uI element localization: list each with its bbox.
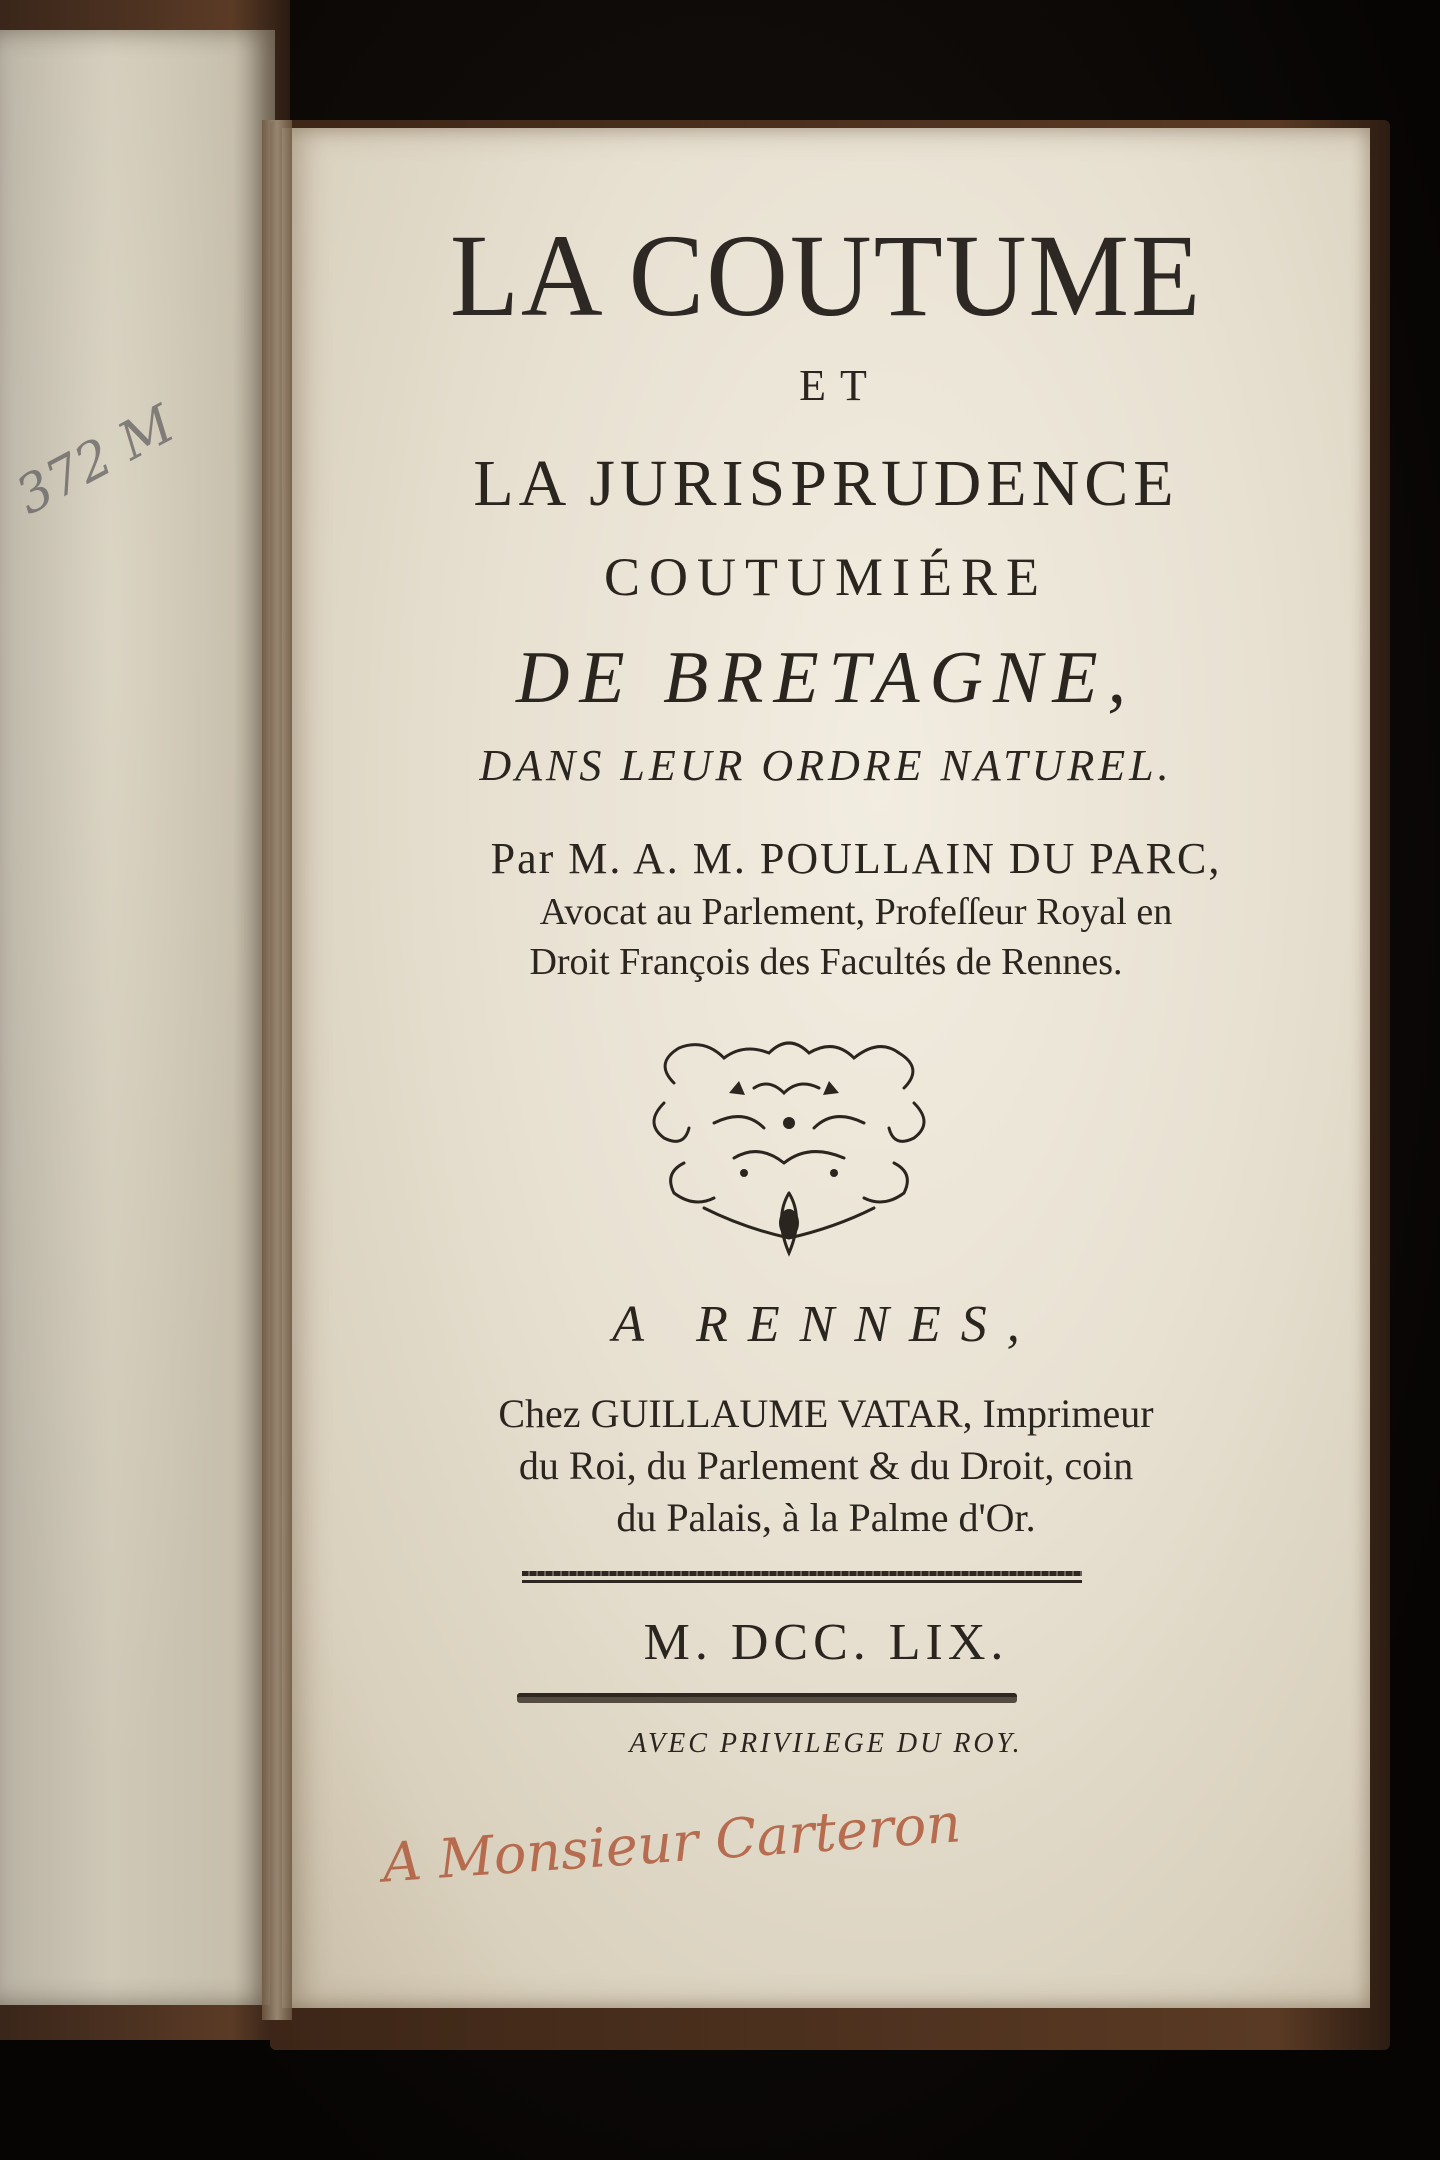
author-role-1: Avocat au Parlement, Profeſſeur Royal en	[539, 891, 1173, 933]
subtitle-jurisprudence: LA JURISPRUDENCE	[473, 447, 1179, 520]
imprint-place: A RENNES,	[612, 1296, 1040, 1353]
printer-line-3: du Palais, à la Palme d'Or.	[616, 1495, 1036, 1540]
printer-line-2: du Roi, du Parlement & du Droit, coin	[518, 1443, 1134, 1488]
subtitle-ordre: DANS LEUR ORDRE NATUREL.	[479, 741, 1173, 790]
subtitle-bretagne: DE BRETAGNE,	[515, 637, 1137, 719]
royal-privilege: AVEC PRIVILEGE DU ROY.	[629, 1728, 1023, 1759]
main-title: LA COUTUME	[449, 210, 1203, 341]
pencil-shelfmark	[0, 390, 200, 530]
rule-ornamental	[522, 1571, 1082, 1576]
rule-plain	[522, 1580, 1082, 1583]
fleuron-ornament-icon	[634, 1023, 944, 1263]
publication-year: M. DCC. LIX.	[643, 1614, 1009, 1671]
double-rule-divider	[522, 1571, 1082, 1583]
thick-rule-divider	[517, 1693, 1017, 1703]
flyleaf-page	[0, 30, 275, 2005]
svg-text:A Monsieur Carteron: A Monsieur Carteron	[380, 1791, 963, 1895]
author-role-2: Droit François des Facultés de Rennes.	[529, 941, 1123, 983]
author-name: Par M. A. M. POULLAIN DU PARC,	[490, 834, 1222, 883]
printer-line-1: Chez GUILLAUME VATAR, Imprimeur	[498, 1391, 1154, 1436]
handwritten-inscription	[372, 1768, 1072, 1918]
subtitle-coutumiere: COUTUMIÉRE	[604, 547, 1048, 607]
title-page-text	[282, 128, 1370, 2008]
svg-text:372 M: 372 M	[6, 394, 185, 527]
conjunction: ET	[799, 361, 881, 410]
